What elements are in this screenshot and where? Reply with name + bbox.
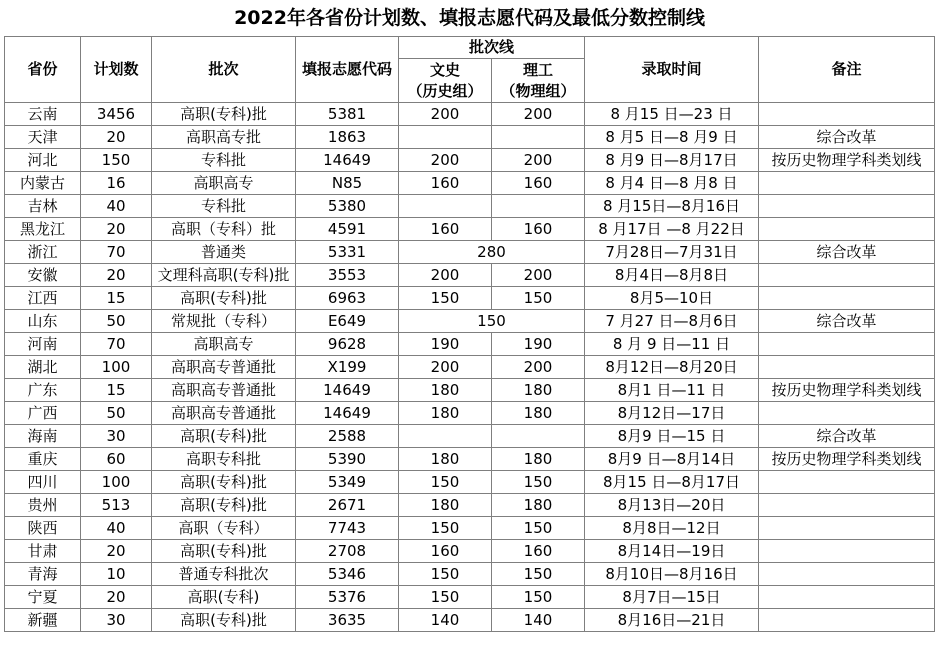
cell-liberal[interactable]: 200 [399,149,492,172]
cell-batch[interactable]: 高职(专科)批 [152,471,296,494]
cell-code[interactable]: 3635 [296,609,399,632]
cell-province[interactable]: 黑龙江 [5,218,81,241]
table-row [5,494,935,517]
cell-batch[interactable]: 高职(专科)批 [152,609,296,632]
cell-time[interactable]: 8月7日—15日 [585,586,759,609]
cell-batch[interactable]: 专科批 [152,149,296,172]
cell-note[interactable] [759,563,935,586]
header-plan: 计划数 [81,37,152,103]
cell-science[interactable] [492,195,585,218]
cell-plan[interactable]: 513 [81,494,152,517]
cell-code[interactable]: 2671 [296,494,399,517]
cell-province[interactable]: 青海 [5,563,81,586]
cell-science[interactable]: 160 [492,218,585,241]
cell-plan[interactable]: 70 [81,241,152,264]
header-score-group: 批次线 [399,37,585,59]
cell-science[interactable]: 200 [492,264,585,287]
cell-plan[interactable]: 30 [81,425,152,448]
cell-note[interactable]: 按历史物理学科类划线 [759,149,935,172]
cell-liberal[interactable]: 180 [399,448,492,471]
cell-code[interactable]: X199 [296,356,399,379]
cell-time[interactable]: 8月10日—8月16日 [585,563,759,586]
cell-province[interactable]: 云南 [5,103,81,126]
cell-time[interactable]: 8月15 日—8月17日 [585,471,759,494]
cell-province[interactable]: 江西 [5,287,81,310]
cell-plan[interactable]: 50 [81,310,152,333]
cell-science[interactable]: 160 [492,172,585,195]
header-liberal [399,59,492,103]
table-row [5,333,935,356]
cell-science[interactable]: 180 [492,448,585,471]
cell-science[interactable] [492,126,585,149]
cell-time[interactable]: 8 月 9 日—11 日 [585,333,759,356]
cell-batch[interactable]: 高职高专 [152,333,296,356]
header-liberal-line1: 文史 [429,60,460,79]
cell-liberal[interactable]: 190 [399,333,492,356]
cell-batch[interactable]: 高职高专批 [152,126,296,149]
table-row [5,218,935,241]
table-title: 2022年各省份计划数、填报志愿代码及最低分数控制线 [5,0,935,37]
cell-liberal[interactable]: 150 [399,517,492,540]
cell-score-merged[interactable]: 150 [399,310,585,333]
cell-batch[interactable]: 高职(专科) [152,586,296,609]
header-code: 填报志愿代码 [296,37,399,103]
cell-code[interactable]: 5346 [296,563,399,586]
cell-time[interactable]: 8 月15 日—23 日 [585,103,759,126]
cell-batch[interactable]: 文理科高职(专科)批 [152,264,296,287]
cell-code[interactable]: 5390 [296,448,399,471]
table-body [5,103,935,632]
cell-batch[interactable]: 专科批 [152,195,296,218]
cell-plan[interactable]: 40 [81,195,152,218]
cell-note[interactable] [759,609,935,632]
cell-liberal[interactable]: 200 [399,264,492,287]
cell-plan[interactable]: 70 [81,333,152,356]
cell-science[interactable]: 150 [492,471,585,494]
cell-batch[interactable]: 常规批（专科） [152,310,296,333]
cell-liberal[interactable]: 150 [399,586,492,609]
cell-science[interactable]: 190 [492,333,585,356]
cell-time[interactable]: 8月5—10日 [585,287,759,310]
cell-science[interactable]: 180 [492,402,585,425]
table-row [5,517,935,540]
cell-batch[interactable]: 高职专科批 [152,448,296,471]
cell-time[interactable]: 8月9 日—8月14日 [585,448,759,471]
cell-note[interactable] [759,333,935,356]
cell-score-merged[interactable]: 280 [399,241,585,264]
header-time: 录取时间 [585,37,759,103]
cell-code[interactable]: 2588 [296,425,399,448]
cell-liberal[interactable]: 180 [399,379,492,402]
cell-batch[interactable]: 高职(专科)批 [152,494,296,517]
header-note: 备注 [759,37,935,103]
table-row [5,609,935,632]
cell-note[interactable] [759,195,935,218]
cell-note[interactable] [759,218,935,241]
cell-batch[interactable]: 普通类 [152,241,296,264]
cell-code[interactable]: 5349 [296,471,399,494]
cell-code[interactable]: 14649 [296,379,399,402]
header-science-line2: （物理组） [500,81,576,100]
cell-province[interactable]: 重庆 [5,448,81,471]
cell-time[interactable]: 8 月5 日—8 月9 日 [585,126,759,149]
cell-province[interactable]: 新疆 [5,609,81,632]
cell-batch[interactable]: 高职(专科)批 [152,425,296,448]
cell-batch[interactable]: 高职(专科)批 [152,540,296,563]
cell-time[interactable]: 8 月9 日—8月17日 [585,149,759,172]
cell-liberal[interactable]: 150 [399,471,492,494]
cell-liberal[interactable]: 180 [399,402,492,425]
table-row [5,264,935,287]
header-province: 省份 [5,37,81,103]
cell-code[interactable]: 6963 [296,287,399,310]
cell-plan[interactable]: 150 [81,149,152,172]
cell-note[interactable]: 综合改革 [759,425,935,448]
cell-science[interactable]: 200 [492,356,585,379]
cell-science[interactable]: 150 [492,287,585,310]
cell-time[interactable]: 7 月27 日—8月6日 [585,310,759,333]
table-row [5,310,935,333]
cell-time[interactable]: 8月9 日—15 日 [585,425,759,448]
table-row [5,149,935,172]
cell-liberal[interactable] [399,126,492,149]
table-row [5,126,935,149]
cell-province[interactable]: 甘肃 [5,540,81,563]
cell-batch[interactable]: 高职(专科)批 [152,103,296,126]
cell-time[interactable]: 7月28日—7月31日 [585,241,759,264]
cell-province[interactable]: 广东 [5,379,81,402]
cell-code[interactable]: 5376 [296,586,399,609]
cell-note[interactable]: 综合改革 [759,126,935,149]
header-liberal-line2: （历史组） [407,81,483,100]
cell-batch[interactable]: 高职高专普通批 [152,379,296,402]
cell-liberal[interactable]: 160 [399,540,492,563]
cell-province[interactable]: 海南 [5,425,81,448]
cell-science[interactable] [492,425,585,448]
cell-liberal[interactable]: 200 [399,356,492,379]
table-row [5,540,935,563]
cell-plan[interactable]: 40 [81,517,152,540]
cell-note[interactable] [759,172,935,195]
cell-plan[interactable]: 16 [81,172,152,195]
cell-plan[interactable]: 20 [81,218,152,241]
cell-note[interactable]: 按历史物理学科类划线 [759,379,935,402]
cell-science[interactable]: 160 [492,540,585,563]
cell-time[interactable]: 8 月17日 —8 月22日 [585,218,759,241]
cell-note[interactable] [759,586,935,609]
table-row [5,586,935,609]
cell-province[interactable]: 广西 [5,402,81,425]
cell-science[interactable]: 140 [492,609,585,632]
cell-time[interactable]: 8月1 日—11 日 [585,379,759,402]
table-row [5,471,935,494]
cell-science[interactable]: 180 [492,379,585,402]
table-row [5,356,935,379]
cell-code[interactable]: 14649 [296,402,399,425]
cell-province[interactable]: 吉林 [5,195,81,218]
cell-liberal[interactable] [399,425,492,448]
cell-time[interactable]: 8月4日—8月8日 [585,264,759,287]
cell-province[interactable]: 河南 [5,333,81,356]
cell-liberal[interactable]: 160 [399,172,492,195]
cell-plan[interactable]: 20 [81,540,152,563]
header-science-line1: 理工 [522,60,553,79]
cell-liberal[interactable]: 160 [399,218,492,241]
cell-plan[interactable]: 50 [81,402,152,425]
cell-science[interactable]: 150 [492,563,585,586]
cell-batch[interactable]: 高职高专普通批 [152,356,296,379]
cell-science[interactable]: 200 [492,149,585,172]
cell-science[interactable]: 150 [492,517,585,540]
cell-time[interactable]: 8 月4 日—8 月8 日 [585,172,759,195]
cell-province[interactable]: 湖北 [5,356,81,379]
cell-plan[interactable]: 20 [81,586,152,609]
cell-province[interactable]: 浙江 [5,241,81,264]
cell-province[interactable]: 天津 [5,126,81,149]
cell-batch[interactable]: 高职(专科)批 [152,287,296,310]
cell-province[interactable]: 宁夏 [5,586,81,609]
cell-liberal[interactable]: 150 [399,287,492,310]
table-row [5,287,935,310]
cell-code[interactable]: 9628 [296,333,399,356]
cell-batch[interactable]: 高职（专科） [152,517,296,540]
cell-plan[interactable]: 15 [81,379,152,402]
cell-science[interactable]: 150 [492,586,585,609]
cell-note[interactable]: 按历史物理学科类划线 [759,448,935,471]
cell-plan[interactable]: 100 [81,356,152,379]
cell-time[interactable]: 8月12日—8月20日 [585,356,759,379]
cell-plan[interactable]: 30 [81,609,152,632]
cell-note[interactable] [759,517,935,540]
cell-batch[interactable]: 高职高专 [152,172,296,195]
cell-time[interactable]: 8 月15日—8月16日 [585,195,759,218]
cell-province[interactable]: 河北 [5,149,81,172]
cell-code[interactable]: 2708 [296,540,399,563]
cell-plan[interactable]: 3456 [81,103,152,126]
cell-note[interactable] [759,540,935,563]
cell-province[interactable]: 陕西 [5,517,81,540]
cell-note[interactable]: 综合改革 [759,241,935,264]
cell-note[interactable] [759,356,935,379]
cell-code[interactable]: 4591 [296,218,399,241]
table-row [5,379,935,402]
cell-liberal[interactable]: 180 [399,494,492,517]
cell-liberal[interactable] [399,195,492,218]
cell-plan[interactable]: 15 [81,287,152,310]
cell-code[interactable]: E649 [296,310,399,333]
table-row [5,448,935,471]
cell-liberal[interactable]: 150 [399,563,492,586]
cell-liberal[interactable]: 200 [399,103,492,126]
cell-science[interactable]: 180 [492,494,585,517]
cell-batch[interactable]: 普通专科批次 [152,563,296,586]
cell-province[interactable]: 安徽 [5,264,81,287]
cell-code[interactable]: 5380 [296,195,399,218]
table-row [5,195,935,218]
cell-note[interactable] [759,287,935,310]
cell-note[interactable] [759,402,935,425]
cell-code[interactable]: N85 [296,172,399,195]
cell-code[interactable]: 1863 [296,126,399,149]
cell-code[interactable]: 14649 [296,149,399,172]
cell-note[interactable] [759,494,935,517]
cell-province[interactable]: 内蒙古 [5,172,81,195]
cell-batch[interactable]: 高职（专科）批 [152,218,296,241]
cell-province[interactable]: 贵州 [5,494,81,517]
header-batch: 批次 [152,37,296,103]
admission-table [4,0,935,632]
table-row [5,425,935,448]
header-science [492,59,585,103]
cell-note[interactable] [759,471,935,494]
cell-time[interactable]: 8月12日—17日 [585,402,759,425]
cell-plan[interactable]: 60 [81,448,152,471]
table-row [5,241,935,264]
cell-code[interactable]: 5331 [296,241,399,264]
cell-province[interactable]: 山东 [5,310,81,333]
cell-note[interactable] [759,264,935,287]
cell-plan[interactable]: 20 [81,264,152,287]
cell-plan[interactable]: 10 [81,563,152,586]
cell-province[interactable]: 四川 [5,471,81,494]
cell-time[interactable]: 8月8日—12日 [585,517,759,540]
table-row [5,103,935,126]
table-row [5,172,935,195]
table-row [5,563,935,586]
cell-code[interactable]: 5381 [296,103,399,126]
cell-note[interactable] [759,103,935,126]
table-row [5,402,935,425]
cell-time[interactable]: 8月14日—19日 [585,540,759,563]
cell-plan[interactable]: 100 [81,471,152,494]
cell-time[interactable]: 8月13日—20日 [585,494,759,517]
cell-liberal[interactable]: 140 [399,609,492,632]
cell-time[interactable]: 8月16日—21日 [585,609,759,632]
cell-batch[interactable]: 高职高专普通批 [152,402,296,425]
cell-code[interactable]: 3553 [296,264,399,287]
cell-code[interactable]: 7743 [296,517,399,540]
cell-science[interactable]: 200 [492,103,585,126]
cell-note[interactable]: 综合改革 [759,310,935,333]
cell-plan[interactable]: 20 [81,126,152,149]
